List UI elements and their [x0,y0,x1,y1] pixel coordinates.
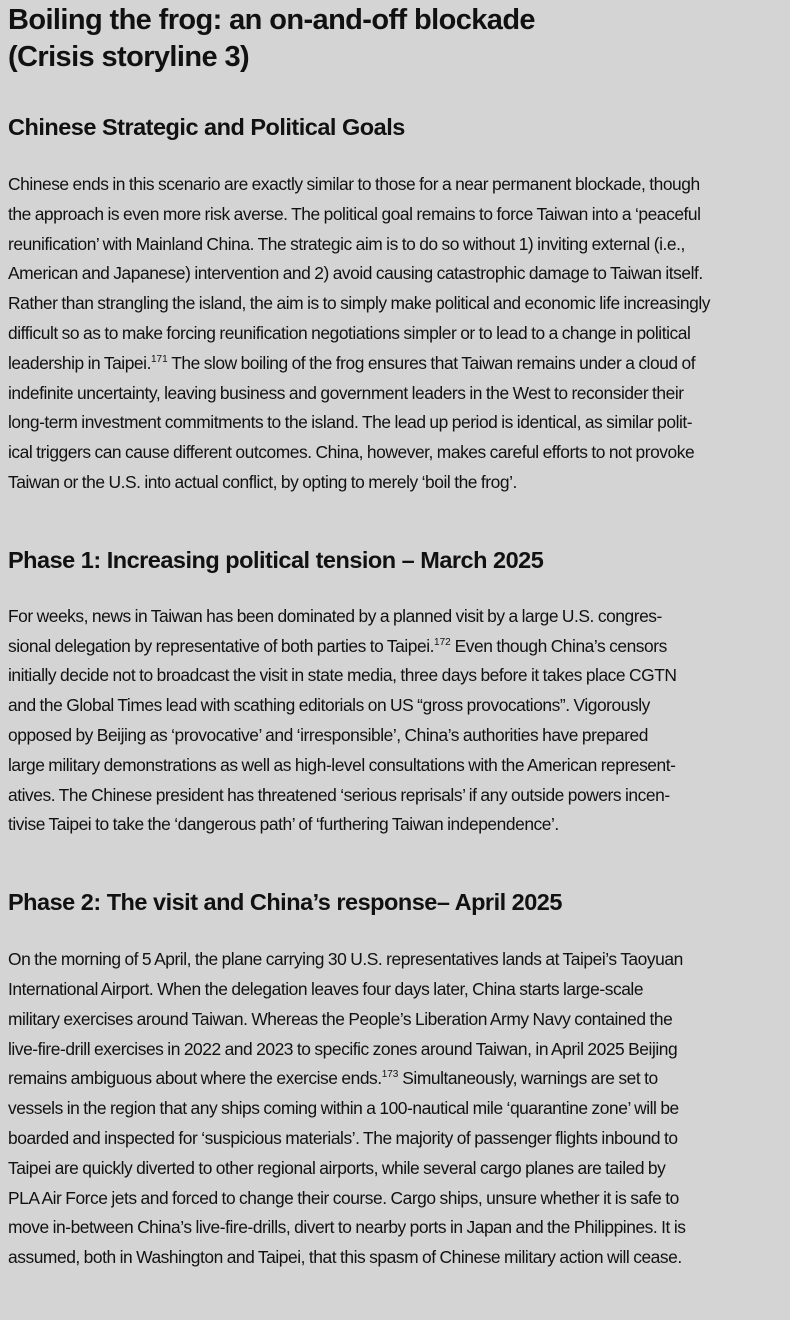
text-line: the approach is even more risk averse. The political goal remains to force Taiwan into a ‘peaceful [8,203,701,224]
text-line: and the Global Times lead with scathing editorials on US “gross provocations”. Vigorously [8,695,650,716]
section-heading-strategic-goals: Chinese Strategic and Political Goals [8,114,405,140]
text-line: Rather than strangling the island, the aim is to simply make political and economic life increasingly [8,293,710,314]
text-segment: leadership in Taipei. [8,352,151,373]
text-line: boarded and inspected for ‘suspicious materials’. The majority of passenger flights inbound to [8,1127,678,1148]
text-line: long-term investment commitments to the island. The lead up period is identical, as similar polit- [8,412,693,433]
document-title [8,0,784,76]
text-line: ical triggers can cause different outcomes. China, however, makes careful efforts to not provoke [8,442,695,463]
text-line: initially decide not to broadcast the visit in state media, three days before it takes place CGTN [8,665,677,686]
text-line: opposed by Beijing as ‘provocative’ and ‘irresponsible’, China’s authorities have prepared [8,724,648,745]
paragraph-phase-1 [8,602,784,840]
text-segment: The slow boiling of the frog ensures that Taiwan remains under a cloud of [167,352,696,373]
text-line-with-footnote [8,632,784,662]
text-line: Chinese ends in this scenario are exactly similar to those for a near permanent blockade, though [8,174,700,194]
text-line: Taipei are quickly diverted to other regional airports, while several cargo planes are tailed by [8,1157,666,1178]
text-line: For weeks, news in Taiwan has been dominated by a planned visit by a large U.S. congres- [8,605,662,626]
footnote-marker-171: 171 [150,353,168,365]
text-line-with-footnote [8,349,784,379]
text-line: military exercises around Taiwan. Whereas the People’s Liberation Army Navy contained the [8,1008,673,1029]
text-line: Taiwan or the U.S. into actual conflict, by opting to merely ‘boil the frog’. [8,471,517,492]
text-line: International Airport. When the delegation leaves four days later, China starts large-scale [8,978,644,999]
text-segment: sional delegation by representative of both parties to Taipei. [8,635,435,656]
text-line-with-footnote [8,1064,784,1094]
text-line: indefinite uncertainty, leaving business and government leaders in the West to reconsider their [8,382,684,403]
text-line: vessels in the region that any ships coming within a 100-nautical mile ‘quarantine zone’ will be [8,1098,679,1119]
document-title-line-1: Boiling the frog: an on-and-off blockade [8,4,535,36]
text-segment: remains ambiguous about where the exercise ends. [8,1068,382,1089]
text-segment: Simultaneously, warnings are set to [398,1068,658,1089]
text-line: On the morning of 5 April, the plane carrying 30 U.S. representatives lands at Taipei’s Taoyuan [8,949,683,970]
text-line: reunification’ with Mainland China. The strategic aim is to do so without 1) inviting external (i.e., [8,233,685,254]
text-segment: Even though China’s censors [450,635,667,656]
section-heading-phase-1: Phase 1: Increasing political tension – March 2025 [8,546,544,573]
text-line: PLA Air Force jets and forced to change their course. Cargo ships, unsure whether it is safe to [8,1187,679,1208]
text-line: difficult so as to make forcing reunification negotiations simpler or to lead to a change in political [8,322,691,343]
text-line: American and Japanese) intervention and 2) avoid causing catastrophic damage to Taiwan itself. [8,263,703,284]
text-line: tivise Taipei to take the ‘dangerous path’ of ‘furthering Taiwan independence’. [8,814,559,835]
footnote-marker-173: 173 [381,1069,399,1081]
text-line: atives. The Chinese president has threatened ‘serious reprisals’ if any outside powers incen- [8,784,670,805]
section-heading-phase-2: Phase 2: The visit and China’s response– April 2025 [8,889,562,916]
paragraph-strategic-goals [8,170,784,498]
text-line: large military demonstrations as well as high-level consultations with the American represent- [8,754,676,775]
text-line: move in-between China’s live-fire-drills, divert to nearby ports in Japan and the Philippines. It is [8,1217,686,1238]
paragraph-phase-2 [8,945,784,1273]
footnote-marker-172: 172 [434,636,451,648]
text-line: live-fire-drill exercises in 2022 and 2023 to specific zones around Taiwan, in April 2025 Beijing [8,1038,678,1059]
document-title-line-2: (Crisis storyline 3) [8,41,250,73]
text-line: assumed, both in Washington and Taipei, that this spasm of Chinese military action will cease. [8,1247,682,1268]
